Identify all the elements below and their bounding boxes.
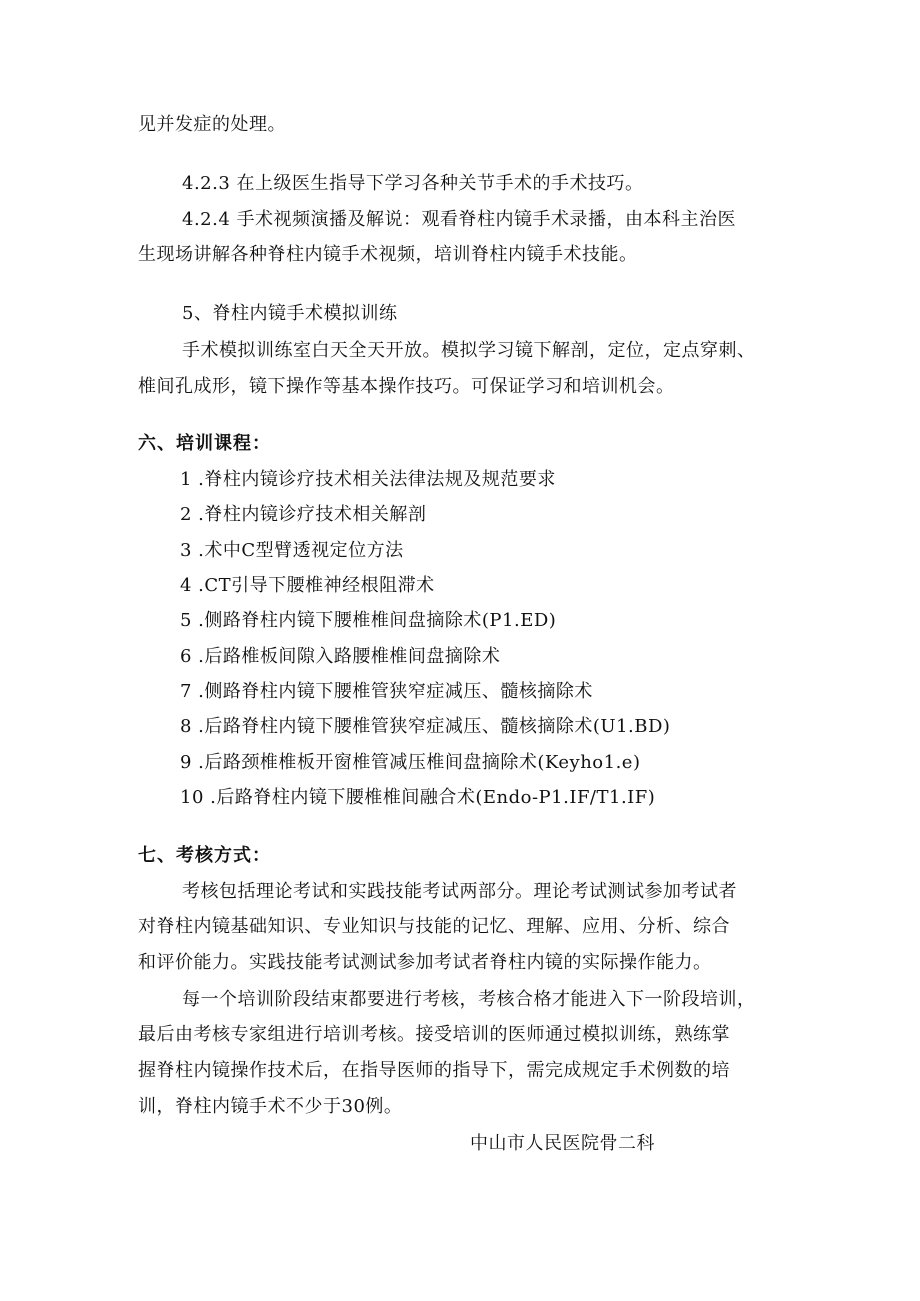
section6-heading: 六、培训课程： [138, 433, 271, 454]
course-item: 2 .脊柱内镜诊疗技术相关解剖 [180, 504, 427, 525]
course-item: 5 .侧路脊柱内镜下腰椎椎间盘摘除术(P1.ED) [180, 610, 557, 631]
section7-para2-line1: 每一个培训阶段结束都要进行考核，考核合格才能进入下一阶段培训， [182, 989, 756, 1010]
course-item: 9 .后路颈椎椎板开窗椎管减压椎间盘摘除术(Keyho1.e) [180, 752, 641, 773]
section7-para2-line4: 训，脊柱内镜手术不少于30例。 [138, 1096, 403, 1117]
item-4-2-3: 4.2.3 在上级医生指导下学习各种关节手术的手术技巧。 [182, 173, 644, 194]
section7-para1-line1: 考核包括理论考试和实践技能考试两部分。理论考试测试参加考试者 [182, 881, 737, 902]
section7-para2-line2: 最后由考核专家组进行培训考核。接受培训的医师通过模拟训练，熟练掌 [138, 1024, 730, 1045]
section7-para2-line3: 握脊柱内镜操作技术后，在指导医师的指导下，需完成规定手术例数的培 [138, 1060, 730, 1081]
section7-para1-line2: 对脊柱内镜基础知识、专业知识与技能的记忆、理解、应用、分析、综合 [138, 916, 730, 937]
course-item: 3 .术中C型臂透视定位方法 [180, 540, 404, 561]
course-item: 7 .侧路脊柱内镜下腰椎管狭窄症减压、髓核摘除术 [180, 681, 593, 702]
course-item: 1 .脊柱内镜诊疗技术相关法律法规及规范要求 [180, 469, 556, 490]
section5-title: 5、脊柱内镜手术模拟训练 [182, 303, 398, 324]
course-item: 8 .后路脊柱内镜下腰椎管狭窄症减压、髓核摘除术(U1.BD) [180, 716, 671, 737]
course-item: 10 .后路脊柱内镜下腰椎椎间融合术(Endo-P1.IF/T1.IF) [180, 787, 656, 808]
section7-heading: 七、考核方式： [138, 845, 271, 866]
section7-para1-line3: 和评价能力。实践技能考试测试参加考试者脊柱内镜的实际操作能力。 [138, 952, 712, 973]
section5-para-line1: 手术模拟训练室白天全天开放。模拟学习镜下解剖，定位，定点穿刺、 [182, 340, 756, 361]
section5-para-line2: 椎间孔成形，镜下操作等基本操作技巧。可保证学习和培训机会。 [138, 376, 675, 397]
section4-continued-line: 见并发症的处理。 [138, 114, 286, 135]
course-item: 6 .后路椎板间隙入路腰椎椎间盘摘除术 [180, 646, 501, 667]
course-item: 4 .CT引导下腰椎神经根阻滞术 [180, 575, 435, 596]
item-4-2-4-line1: 4.2.4 手术视频演播及解说：观看脊柱内镜手术录播，由本科主治医 [182, 209, 737, 230]
item-4-2-4-line2: 生现场讲解各种脊柱内镜手术视频，培训脊柱内镜手术技能。 [138, 244, 638, 265]
signature: 中山市人民医院骨二科 [470, 1133, 655, 1154]
